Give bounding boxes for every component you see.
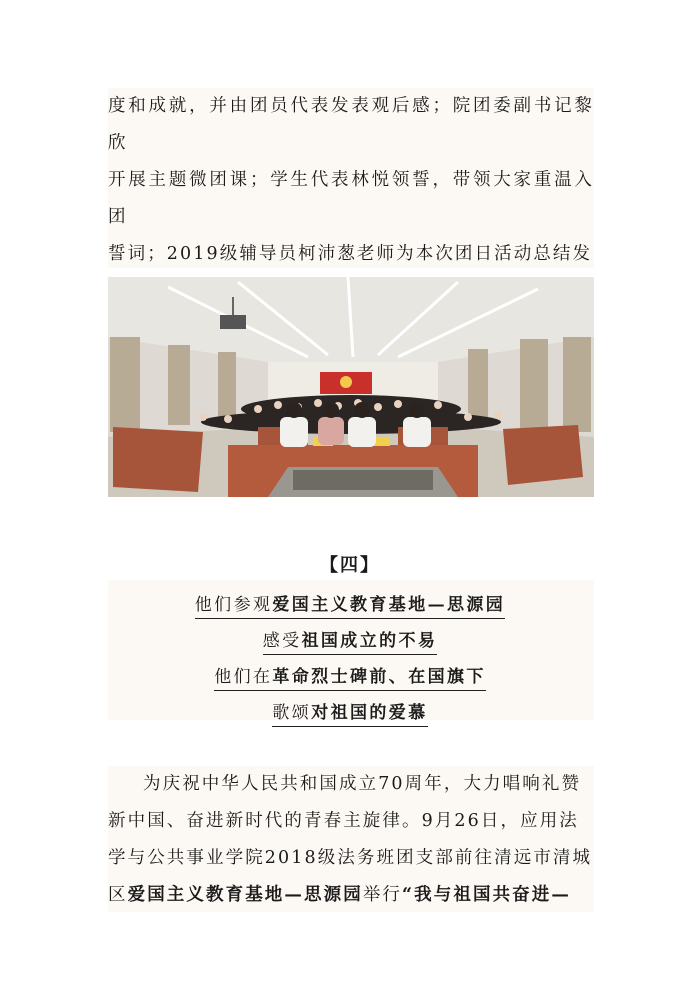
paragraph-event-intro: [108, 766, 594, 912]
text-line: 学与公共事业学院2018级法务班团支部前往清远市清城: [108, 848, 593, 868]
caption-text: 歌颂: [272, 703, 312, 723]
caption-text: 感受: [262, 631, 302, 651]
caption-line-3: [0, 662, 700, 687]
text-line: 开展主题微团课；学生代表林悦领誓，带领大家重温入团: [108, 170, 594, 227]
text-line: 度和成就，并由团员代表发表观后感；院团委副书记黎欣: [108, 96, 594, 153]
caption-line-2: [0, 626, 700, 651]
text-segment: 举行: [362, 885, 403, 905]
caption-line-4: [0, 698, 700, 723]
text-line: [108, 877, 594, 914]
text-segment: 区: [108, 885, 128, 905]
caption-text-bold: 爱国主义教育基地—思源园: [272, 595, 506, 615]
caption-text-bold: 革命烈士碑前、在国旗下: [272, 667, 486, 687]
caption-text-bold: 对祖国的爱慕: [311, 703, 428, 723]
text-highlight: “我与祖国共奋进—: [402, 885, 571, 905]
paragraph-activity-summary: [108, 88, 594, 268]
text-line: 誓词；2019级辅导员柯沛葱老师为本次团日活动总结发: [108, 244, 593, 264]
section-number: 【四】: [320, 555, 380, 576]
group-photo-classroom: [108, 277, 594, 497]
caption-text-bold: 祖国成立的不易: [301, 631, 438, 651]
text-line: 为庆祝中华人民共和国成立70周年，大力唱响礼赞: [143, 774, 582, 794]
caption-text: 他们在: [214, 667, 273, 687]
caption-text: 他们参观: [194, 595, 273, 615]
text-line: 新中国、奋进新时代的青春主旋律。9月26日，应用法: [108, 811, 579, 831]
text-highlight: 爱国主义教育基地—思源园: [127, 885, 363, 905]
caption-line-1: [0, 590, 700, 615]
